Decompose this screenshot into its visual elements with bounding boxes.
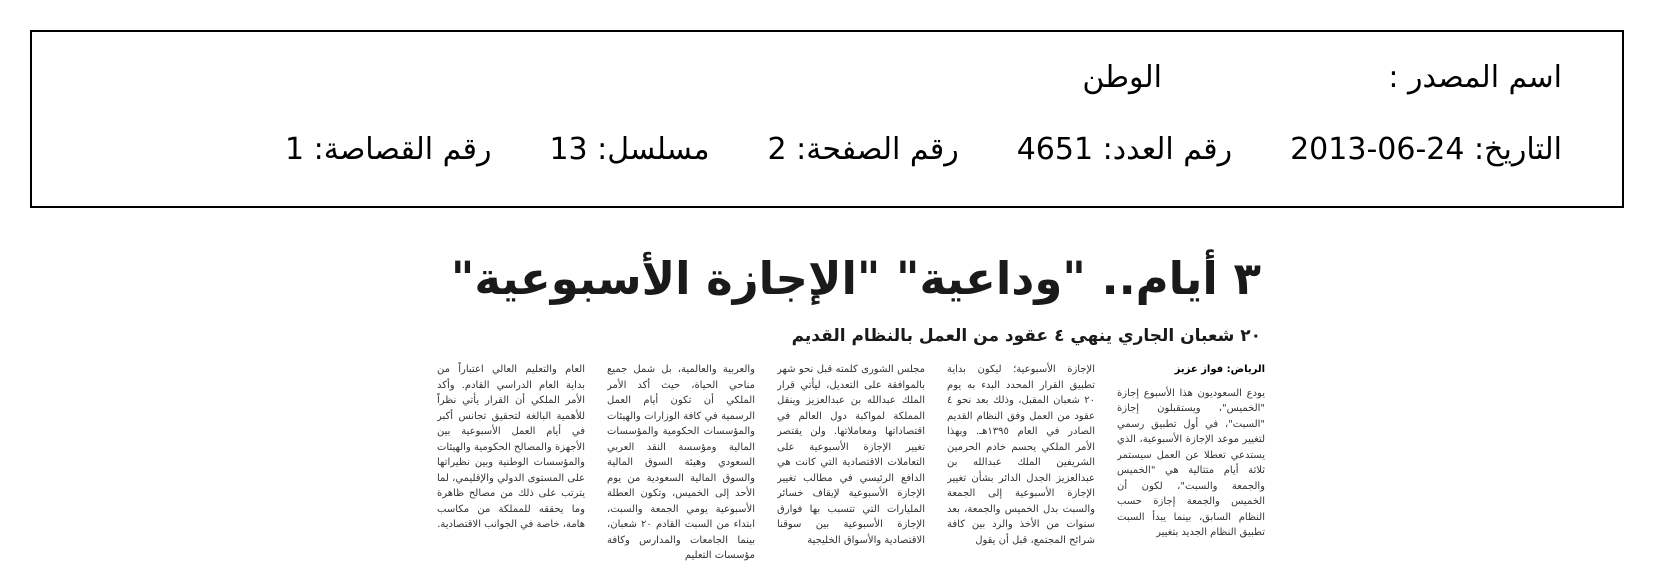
serial-field: مسلسل: 13 bbox=[549, 132, 710, 167]
article-column bbox=[607, 362, 755, 568]
article-columns bbox=[435, 362, 1265, 568]
column-text: العام والتعليم العالي اعتباراً من بداية العام الدراسي القادم. وأكد الأمر الملكي أن القرار يأتي نظراً للأهمية البالغة لتحقيق تجانس أكبر في أيام العمل الأسبوعية بين الأجهزة والمصالح الحكومية والهيئات والمؤسسات الوطنية وبين نظيراتها على المستوى الدولي والإقليمي، لما يترتب على ذلك من مصالح ظاهرة وما يحققه للمملكة من مكاسب هامة، خاصة في الجوانب الاقتصادية. bbox=[437, 364, 585, 530]
clip-number-field: رقم القصاصة: 1 bbox=[285, 132, 492, 167]
date-field: التاريخ: 24-06-2013 bbox=[1290, 132, 1562, 167]
column-text: الإجازة الأسبوعية؛ ليكون بداية تطبيق القرار المحدد البدء به يوم ٢٠ شعبان المقبل، وذلك بعد نحو ٤ عقود من العمل وفق النظام القديم الصادر في العام ١٣٩٥هـ. وبهذا الأمر الملكي يحسم خادم الحرمين الشريفين الملك عبدالله بن عبدالعزيز الجدل الدائر بشأن تغيير الإجازة الأسبوعية إلى الجمعة والسبت بدل الخميس والجمعة، بعد سنوات من الأخذ والرد بين كافة شرائح المجتمع، قبل أن يقول bbox=[947, 364, 1095, 546]
article-column bbox=[1117, 362, 1265, 568]
source-value: الوطن bbox=[1082, 60, 1162, 95]
article-subheadline: ٢٠ شعبان الجاري ينهي ٤ عقود من العمل بالنظام القديم bbox=[791, 326, 1261, 346]
article-headline: ٣ أيام.. "وداعية" "الإجازة الأسبوعية" bbox=[450, 252, 1261, 305]
page-number-field: رقم الصفحة: 2 bbox=[767, 132, 959, 167]
meta-row bbox=[32, 132, 1562, 167]
clipping-info-box bbox=[30, 30, 1624, 208]
article-column bbox=[947, 362, 1095, 568]
article-column bbox=[437, 362, 585, 568]
issue-number-field: رقم العدد: 4651 bbox=[1016, 132, 1233, 167]
column-text: والعربية والعالمية، بل شمل جميع مناحي الحياة، حيث أكد الأمر الملكي أن تكون أيام العمل الرسمية في كافة الوزارات والهيئات والمؤسسات الحكومية والمؤسسات المالية ومؤسسة النقد العربي السعودي وهيئة السوق المالية والسوق المالية السعودية من يوم الأحد إلى الخميس، وتكون العطلة الأسبوعية يومي الجمعة والسبت، ابتداء من السبت القادم ٢٠ شعبان، بينما الجامعات والمدارس وكافة مؤسسات التعليم bbox=[607, 364, 755, 561]
column-text: يودع السعوديون هذا الأسبوع إجازة "الخميس"، ويستقبلون إجازة "السبت"، في أول تطبيق رسمي لتغيير موعد الإجازة الأسبوعية، الذي يستدعي تعطلا عن العمل سيستمر ثلاثة أيام متتالية هي "الخميس والجمعة والسبت"، لكون أن الخميس والجمعة إجازة حسب النظام السابق، بينما يبدأ السبت تطبيق النظام الجديد بتغيير bbox=[1117, 387, 1265, 538]
article-column bbox=[777, 362, 925, 568]
column-text: مجلس الشورى كلمته قبل نحو شهر بالموافقة على التعديل، ليأتي قرار الملك عبدالله بن عبدالعزيز وينقل المملكة لمواكبة دول العالم في اقتصاداتها ومعاملاتها. ولن يقتصر تغيير الإجازة الأسبوعية على التعاملات الاقتصادية التي كانت هي الدافع الرئيسي في مطالب تغيير الإجازة الأسبوعية لإيقاف خسائر المليارات التي تتسبب بها فوارق الإجازة الأسبوعية بين سوقنا الاقتصادية والأسواق الخليجية bbox=[777, 364, 925, 546]
article-byline: الرياض: فواز عزيز bbox=[1174, 364, 1265, 375]
source-label: اسم المصدر : bbox=[1388, 60, 1562, 95]
newspaper-clipping bbox=[418, 240, 1273, 570]
source-row bbox=[1082, 60, 1562, 95]
